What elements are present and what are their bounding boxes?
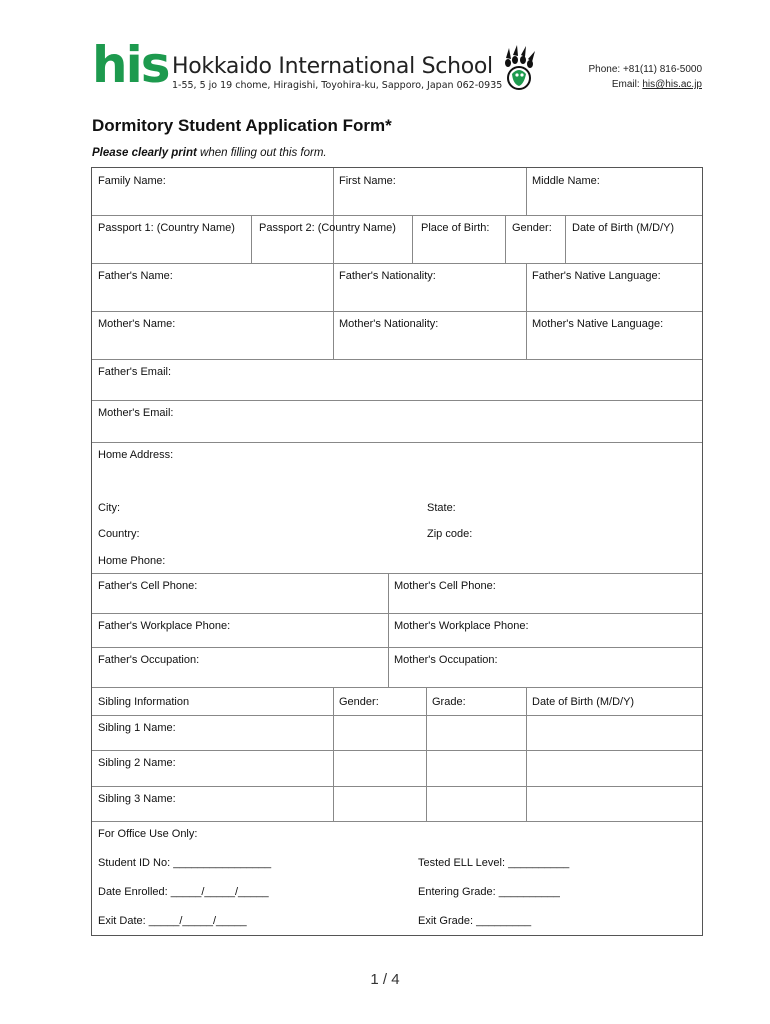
date-enrolled-field[interactable]: Date Enrolled: _____/_____/_____ <box>98 886 269 898</box>
sibling-gender-header: Gender: <box>339 696 379 708</box>
school-name: Hokkaido International School <box>172 54 493 79</box>
row-divider <box>92 613 702 614</box>
sibling-grade-header: Grade: <box>432 696 466 708</box>
column-divider <box>526 687 527 821</box>
exit-date-field[interactable]: Exit Date: _____/_____/_____ <box>98 915 247 927</box>
bear-paw-icon <box>500 44 540 92</box>
column-divider <box>526 168 527 215</box>
row-divider <box>92 311 702 312</box>
gender-field[interactable]: Gender: <box>512 222 552 234</box>
school-address: 1-55, 5 jo 19 chome, Hiragishi, Toyohira-ku, Sapporo, Japan 062-0935 <box>172 80 503 91</box>
city-field[interactable]: City: <box>98 502 120 514</box>
instruction-emphasis: Please clearly print <box>92 147 197 159</box>
father-cell-phone-field[interactable]: Father's Cell Phone: <box>98 580 198 592</box>
sibling-2-name-field[interactable]: Sibling 2 Name: <box>98 757 176 769</box>
column-divider <box>565 215 566 263</box>
sibling-dob-header: Date of Birth (M/D/Y) <box>532 696 635 708</box>
column-divider <box>526 263 527 359</box>
column-divider <box>251 215 252 263</box>
sibling-3-name-field[interactable]: Sibling 3 Name: <box>98 793 176 805</box>
application-form <box>91 167 703 936</box>
country-field[interactable]: Country: <box>98 528 140 540</box>
father-nationality-field[interactable]: Father's Nationality: <box>339 270 436 282</box>
mother-cell-phone-field[interactable]: Mother's Cell Phone: <box>394 580 496 592</box>
row-divider <box>92 647 702 648</box>
mother-occupation-field[interactable]: Mother's Occupation: <box>394 654 498 666</box>
student-id-field[interactable]: Student ID No: ________________ <box>98 857 272 869</box>
sibling-information-header: Sibling Information <box>98 696 190 708</box>
column-divider <box>505 215 506 263</box>
mother-nationality-field[interactable]: Mother's Nationality: <box>339 318 439 330</box>
father-workplace-phone-field[interactable]: Father's Workplace Phone: <box>98 620 231 632</box>
letterhead <box>92 36 702 98</box>
passport-2-field[interactable]: Passport 2: (Country Name) <box>259 222 396 234</box>
father-name-field[interactable]: Father's Name: <box>98 270 173 282</box>
state-field[interactable]: State: <box>427 502 456 514</box>
home-address-field[interactable]: Home Address: <box>98 449 174 461</box>
entering-grade-field[interactable]: Entering Grade: __________ <box>418 886 560 898</box>
email-label: Email: <box>611 79 643 90</box>
form-title: Dormitory Student Application Form* <box>92 116 392 135</box>
mother-name-field[interactable]: Mother's Name: <box>98 318 176 330</box>
passport-1-field[interactable]: Passport 1: (Country Name) <box>98 222 235 234</box>
form-instruction <box>92 147 327 159</box>
column-divider <box>388 573 389 687</box>
sibling-1-name-field[interactable]: Sibling 1 Name: <box>98 722 176 734</box>
mother-native-language-field[interactable]: Mother's Native Language: <box>532 318 664 330</box>
school-logo: his <box>92 36 169 94</box>
father-native-language-field[interactable]: Father's Native Language: <box>532 270 661 282</box>
row-divider <box>92 400 702 401</box>
email-link[interactable]: his@his.ac.jp <box>642 79 702 90</box>
contact-info <box>588 62 702 92</box>
mother-workplace-phone-field[interactable]: Mother's Workplace Phone: <box>394 620 529 632</box>
middle-name-field[interactable]: Middle Name: <box>532 175 600 187</box>
email-line <box>588 77 702 92</box>
phone-number: Phone: +81(11) 816-5000 <box>588 64 702 75</box>
zip-code-field[interactable]: Zip code: <box>427 528 473 540</box>
row-divider <box>92 442 702 443</box>
row-divider <box>92 821 702 822</box>
row-divider <box>92 715 702 716</box>
place-of-birth-field[interactable]: Place of Birth: <box>421 222 490 234</box>
column-divider <box>333 168 334 359</box>
instruction-rest: when filling out this form. <box>196 147 327 159</box>
father-occupation-field[interactable]: Father's Occupation: <box>98 654 200 666</box>
mother-email-field[interactable]: Mother's Email: <box>98 407 174 419</box>
tested-ell-level-field[interactable]: Tested ELL Level: __________ <box>418 857 570 869</box>
row-divider <box>92 786 702 787</box>
row-divider <box>92 750 702 751</box>
date-of-birth-field[interactable]: Date of Birth (M/D/Y) <box>572 222 675 234</box>
column-divider <box>333 687 334 821</box>
exit-grade-field[interactable]: Exit Grade: _________ <box>418 915 532 927</box>
home-phone-field[interactable]: Home Phone: <box>98 555 166 567</box>
page-number: 1 / 4 <box>370 971 400 988</box>
office-use-heading: For Office Use Only: <box>98 828 198 840</box>
row-divider <box>92 263 702 264</box>
column-divider <box>412 215 413 263</box>
family-name-field[interactable]: Family Name: <box>98 175 166 187</box>
father-email-field[interactable]: Father's Email: <box>98 366 172 378</box>
row-divider <box>92 687 702 688</box>
first-name-field[interactable]: First Name: <box>339 175 396 187</box>
row-divider <box>92 215 702 216</box>
row-divider <box>92 359 702 360</box>
column-divider <box>426 687 427 821</box>
row-divider <box>92 573 702 574</box>
